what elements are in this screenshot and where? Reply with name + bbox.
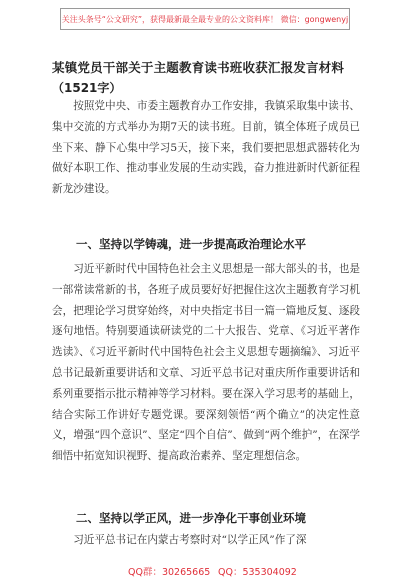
paragraph-section-1: 习近平新时代中国特色社会主义思想是一部大部头的书，也是一部常读常新的书，各班子成员要好好把握住这次主题教育学习机会，把理论学习贯穿始终，对中央指定书目一篇一篇地反复、逐段逐句地悟。特别要通读研读党的二十大报告、党章、《习近平著作选读》、《习近平新时代中国特色社会主义思想专题摘编》、习近平总书记最新重要讲话和文章、习近平总书记对重庆所作重要讲话和系列重要指示批示精神等学习材料。要在深入学习思考的基础上，结合实际工作讲好专题党课。要深刻领悟“两个确立”的决定性意义，增强“四个意识”、坚定“四个自信”、做到“两个维护”，在深学细悟中拓宽知识视野、提高政治素养、坚定理想信念。	[52, 263, 360, 463]
section-heading-2: 二、坚持以学正风，进一步净化干事创业环境	[76, 511, 306, 525]
word-count: （1521字）	[52, 81, 122, 95]
top-banner	[60, 8, 350, 30]
qq-group-number: QQ群：30265665	[128, 567, 211, 578]
banner-text: 关注头条号“公文研究”，获得最新最全最专业的公文资料库！ 微信：gongwenyj	[61, 14, 349, 24]
paragraph-section-2: 习近平总书记在内蒙古考察时对“以学正风”作了深	[73, 534, 307, 546]
document-title: 某镇党员干部关于主题教育读书班收获汇报发言材料	[52, 60, 345, 75]
qq-contact-number: QQ：535304092	[218, 567, 297, 578]
paragraph-intro: 按照党中央、市委主题教育办工作安排，我镇采取集中读书、集中交流的方式举办为期7天的读书班。目前，镇全体班子成员已坐下来、静下心集中学习5天，接下来，我们要把思想武器转化为做好本职工作、推动事业发展的生动实践，奋力推进新时代新征程新龙沙建设。	[52, 100, 360, 196]
section-heading-1: 一、坚持以学铸魂，进一步提高政治理论水平	[76, 237, 306, 251]
footer-bar	[0, 562, 408, 580]
